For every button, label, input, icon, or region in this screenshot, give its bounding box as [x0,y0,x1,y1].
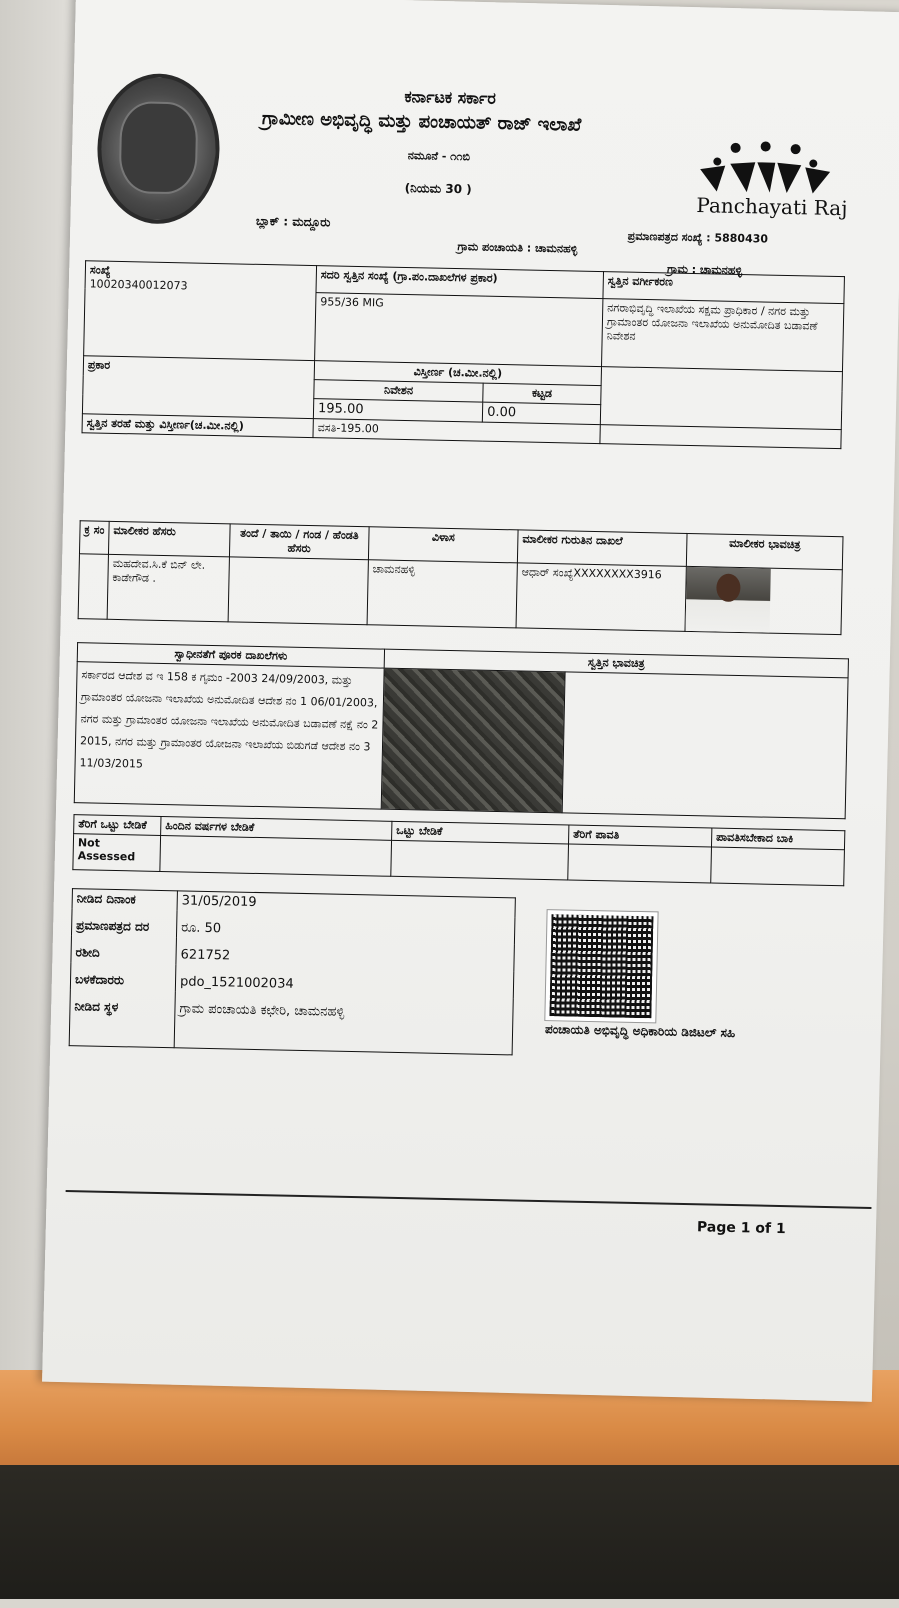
nature-area-value: ವಸತಿ-195.00 [313,419,600,444]
nature-area-label: ಸ್ವತ್ತಿನ ತರಹೆ ಮತ್ತು ವಿಸ್ತೀರ್ಣ(ಚ.ಮೀ.ನಲ್ಲಿ) [82,414,313,438]
owner-header-name: ಮಾಲೀಕರ ಹೆಸರು [108,521,230,557]
tax-table [72,814,845,886]
owner-header-relation: ತಂದೆ / ತಾಯಿ / ಗಂಡ / ಹೆಂಡತಿ ಹೆಸರು [229,524,369,560]
issue-date-value: 31/05/2019 [177,891,515,918]
owner-header-photo: ಮಾಲೀಕರ ಭಾವಚಿತ್ರ [686,533,843,569]
supporting-docs-label: ಸ್ವಾಧೀನತೆಗೆ ಪೂರಕ ದಾಖಲೆಗಳು [77,643,384,668]
building-label: ಕಟ್ಟಡ [483,383,601,404]
tax-not-assessed: Not Assessed [73,834,161,872]
sadari-label: ಸದರಿ ಸ್ವತ್ತಿನ ಸಂಖ್ಯೆ (ಗ್ರಾ.ಪಂ.ದಾಖಲೆಗಳ ಪ್ರಕಾರ) [316,266,604,299]
owner-id-doc: ಆಧಾರ್ ಸಂಖ್ಯೆXXXXXXXX3916 [516,563,686,632]
rule-number: (ನಿಯಮ 30 ) [404,180,472,197]
supporting-docs-text: ಸರ್ಕಾರದ ಆದೇಶ ವ ಇ 158 ಕ ಗೃಮಂ -2003 24/09/2003, ಮತ್ತು ಗ್ರಾಮಾಂತರ ಯೋಜನಾ ಇಲಾಖೆಯ ಅನುಮೋದಿತ ಆದೇಶ ನಂ 1 06/01/2003, ನಗರ ಮತ್ತು ಗ್ರಾಮಾಂತರ ಯೋಜನಾ ಇಲಾಖೆಯ ಅನುಮೋದಿತ ಬಡಾವಣೆ ನಕ್ಷೆ ನಂ 2 2015, ನಗರ ಮತ್ತು ಗ್ರಾಮಾಂತರ ಯೋಜನಾ ಇಲಾಖೆಯ ಬಿಡುಗಡೆ ಆದೇಶ ನಂ 3 11/03/2015 [74,662,384,809]
certificate-number: ಪ್ರಮಾಣಪತ್ರದ ಸಂಖ್ಯೆ : 5880430 [627,229,769,246]
page-number: Page 1 of 1 [696,1219,786,1238]
property-type-label: ಪ್ರಕಾರ [82,356,314,419]
village-label: ಗ್ರಾಮ : ಚಾಮನಹಳ್ಳಿ [666,262,743,278]
classification-label: ಸ್ವತ್ತಿನ ವರ್ಗೀಕರಣ [603,272,845,304]
tax-header-total: ತೆರಿಗೆ ಒಟ್ಟು ಬೇಡಿಕೆ [74,815,161,836]
owner-address: ಚಾಮನಹಳ್ಳಿ [367,560,517,628]
tax-header-previous: ಹಿಂದಿನ ವರ್ಷಗಳ ಬೇಡಿಕೆ [161,816,392,840]
owner-photo [685,567,770,633]
tax-header-paid: ತೆರಿಗೆ ಪಾವತಿ [569,825,712,847]
owner-header-sl: ಕ್ರ ಸಂ [79,521,109,555]
sadari-value: 955/36 MIG [315,293,603,367]
issue-date-label: ನೀಡಿದ ದಿನಾಂಕ [72,889,177,911]
owner-table [78,520,844,635]
area-label: ವಿಸ್ತೀರ್ಣ (ಚ.ಮೀ.ನಲ್ಲಿ) [314,361,601,386]
place-label: ನೀಡಿದ ಸ್ಥಳ [69,989,175,1047]
property-table [82,260,845,449]
footer-divider [66,1190,872,1208]
owner-name: ಮಹದೇವ.ಸಿ.ಕೆ ಬಿನ್ ಲೇ. ಕಾಡೇಗೌಡ . [107,554,229,622]
block-label: ಬ್ಲಾಕ್ : ಮದ್ದೂರು [255,213,331,230]
property-photo [382,669,565,813]
tax-header-demand: ಒಟ್ಟು ಬೇಡಿಕೆ [392,821,569,844]
owner-relation [228,557,368,625]
qr-code-icon [545,910,657,1022]
site-value: 195.00 [313,399,483,423]
fee-label: ಪ್ರಮಾಣಪತ್ರದ ದರ [71,908,177,937]
site-label: ನಿವೇಶನ [314,380,484,403]
owner-header-address: ವಿಳಾಸ [368,527,518,563]
tax-header-balance: ಪಾವತಿಸಬೇಕಾದ ಬಾಕಿ [711,828,844,850]
place-value: ಗ್ರಾಮ ಪಂಚಾಯತಿ ಕಛೇರಿ, ಚಾಮನಹಳ್ಳಿ [174,991,513,1054]
logo-text: Panchayati Raj [696,193,848,221]
owner-header-id: ಮಾಲೀಕರ ಗುರುತಿನ ದಾಖಲೆ [517,530,687,567]
issue-details-table [69,888,516,1055]
property-photo-label: ಸ್ವತ್ತಿನ ಭಾವಚಿತ್ರ [384,649,848,678]
fee-value: ರೂ. 50 [176,910,514,944]
user-value: pdo_1521002034 [175,964,513,998]
gram-panchayat-label: ಗ್ರಾಮ ಪಂಚಾಯತಿ : ಚಾಮನಹಳ್ಳಿ [457,240,578,256]
receipt-value: 621752 [176,937,514,971]
dept-title: ಗ್ರಾಮೀಣ ಅಭಿವೃದ್ಧಿ ಮತ್ತು ಪಂಚಾಯತ್ ರಾಜ್ ಇಲಾಖೆ [261,107,582,136]
receipt-label: ರಶೀದಿ [71,935,177,964]
classification-value: ನಗರಾಭಿವೃದ್ಧಿ ಇಲಾಖೆಯ ಸಕ್ಷಮ ಪ್ರಾಧಿಕಾರ / ನಗರ ಮತ್ತು ಗ್ರಾಮಾಂತರ ಯೋಜನಾ ಇಲಾಖೆಯ ಅನುಮೋದಿತ ಬಡಾವಣೆ ನಿವೇಶನ [602,299,844,372]
signature-label: ಪಂಚಾಯತಿ ಅಭಿವೃದ್ಧಿ ಅಧಿಕಾರಿಯ ಡಿಜಿಟಲ್ ಸಹಿ [544,1022,736,1041]
form-number: ನಮೂನೆ - ೧೧ಬಿ [407,148,471,164]
property-id-label: ಸಂಖ್ಯೆ [89,263,111,277]
building-value: 0.00 [482,402,600,424]
user-label: ಬಳಕೆದಾರರು [70,962,176,991]
property-id-value: 10020340012073 [89,277,188,293]
documents-table [74,642,849,819]
gov-title: ಕರ್ನಾಟಕ ಸರ್ಕಾರ [404,86,496,108]
